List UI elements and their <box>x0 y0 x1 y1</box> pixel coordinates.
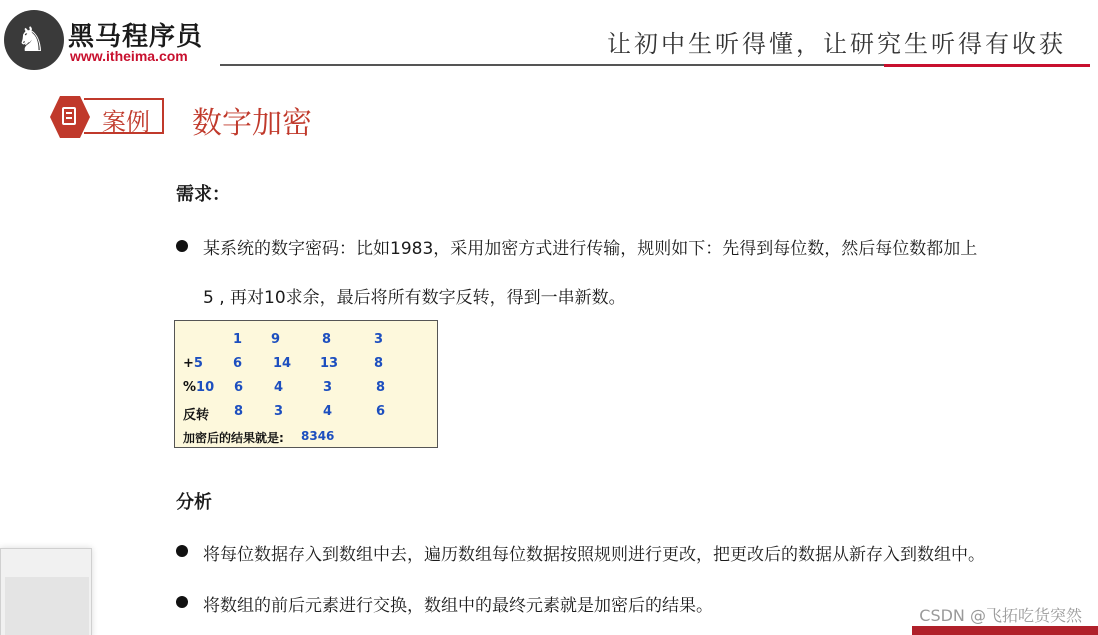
case-badge-label: 案例 <box>102 108 150 136</box>
case-badge <box>50 96 166 138</box>
example-cell: 9 <box>271 332 281 347</box>
example-cell: 4 <box>323 404 333 419</box>
section-title: 数字加密 <box>192 106 312 141</box>
slogan: 让初中生听得懂，让研究生听得有收获 <box>607 30 1066 58</box>
bullet-icon <box>176 240 188 252</box>
thumbnail-preview <box>5 577 89 635</box>
result-value: 8346 <box>301 429 335 443</box>
example-cell: 4 <box>274 380 284 395</box>
brand-url: www.itheima.com <box>70 48 188 64</box>
requirement-line-1: 某系统的数字密码：比如1983，采用加密方式进行传输，规则如下：先得到每位数，然后每位数都加上 <box>203 239 978 259</box>
analysis-item-1: 将每位数据存入到数组中去，遍历数组每位数据按照规则进行更改，把更改后的数据从新存入到数组中。 <box>203 545 985 565</box>
example-cell: 3 <box>374 332 384 347</box>
analysis-heading: 分析 <box>176 492 212 513</box>
example-cell: 8 <box>374 356 384 371</box>
example-cell: 3 <box>323 380 333 395</box>
video-thumbnail[interactable] <box>0 548 92 635</box>
bullet-icon <box>176 545 188 557</box>
corner-accent <box>912 626 1098 635</box>
result-label: 加密后的结果就是: <box>183 431 284 445</box>
example-row-label: 反转 <box>183 408 210 423</box>
requirement-line-2: 5 , 再对10求余，最后将所有数字反转，得到一串新数。 <box>203 288 626 308</box>
example-cell: 3 <box>274 404 284 419</box>
example-cell: 8 <box>322 332 332 347</box>
analysis-item-2: 将数组的前后元素进行交换，数组中的最终元素就是加密后的结果。 <box>203 596 713 616</box>
example-cell: 6 <box>233 356 243 371</box>
example-cell: 13 <box>320 356 339 371</box>
example-row-label: %10 <box>183 380 215 395</box>
brand-name: 黑马程序员 <box>68 22 204 52</box>
example-cell: 6 <box>376 404 386 419</box>
horse-logo-icon: ♞ <box>4 10 64 70</box>
header-divider-accent <box>884 64 1090 67</box>
example-cell: 14 <box>273 356 292 371</box>
example-cell: 6 <box>234 380 244 395</box>
bullet-icon <box>176 596 188 608</box>
requirement-heading: 需求： <box>176 184 230 205</box>
example-table <box>174 320 438 448</box>
example-row-label: +5 <box>183 356 203 371</box>
document-icon <box>62 107 76 125</box>
example-cell: 8 <box>234 404 244 419</box>
example-cell: 8 <box>376 380 386 395</box>
watermark: CSDN @飞拓吃货突然 <box>919 606 1082 625</box>
example-cell: 1 <box>233 332 243 347</box>
